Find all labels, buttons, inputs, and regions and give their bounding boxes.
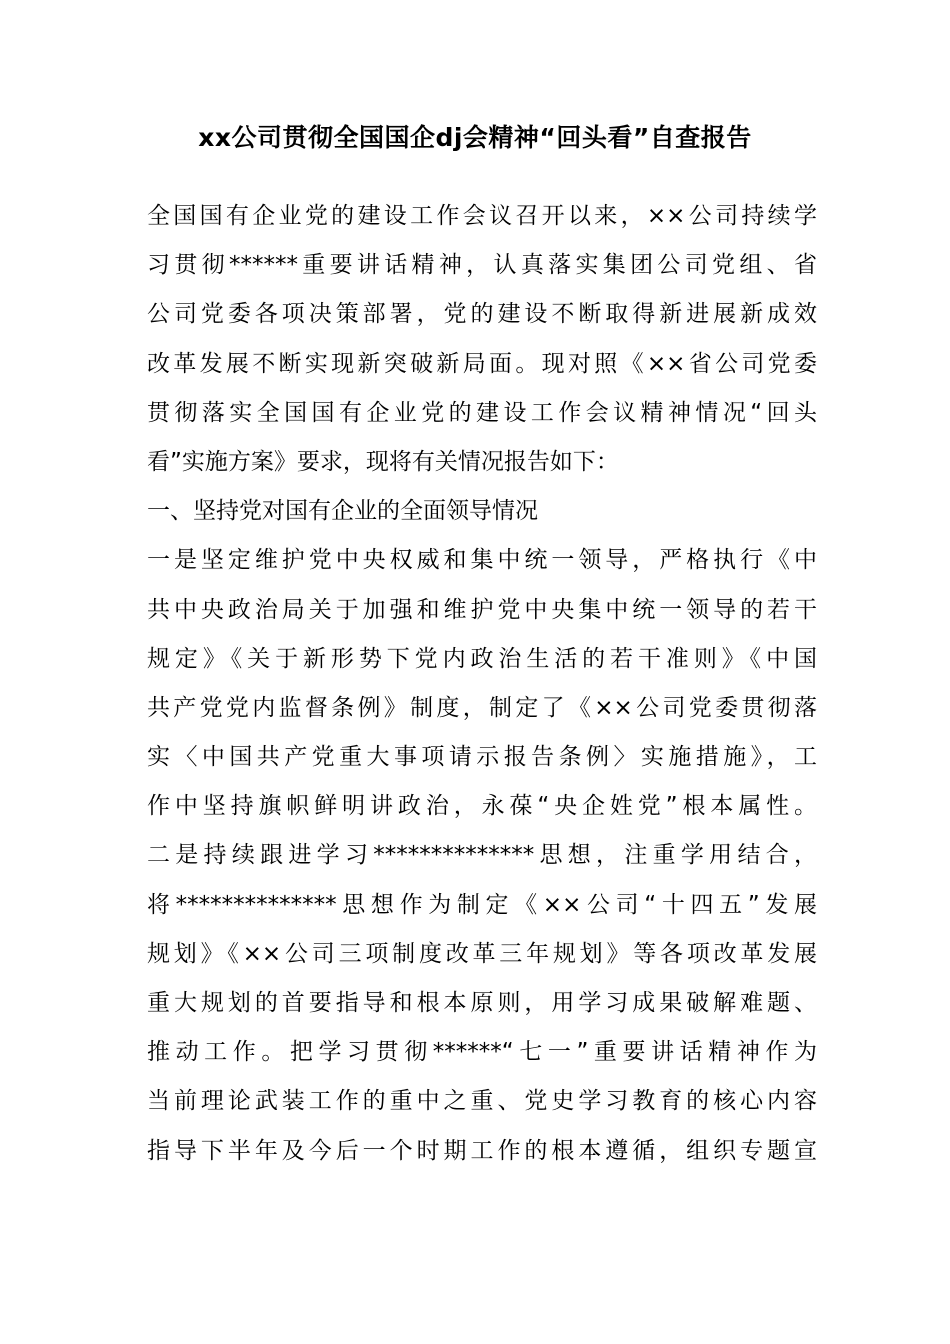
body-line: 当前理论武装工作的重中之重、党史学习教育的核心内容: [147, 1088, 817, 1115]
body-line: 推动工作。把学习贯彻******“七一”重要讲话精神作为: [147, 1039, 817, 1066]
body-line: 作中坚持旗帜鲜明讲政治，永葆“央企姓党”根本属性。: [147, 793, 817, 820]
body-line: 共产党党内监督条例》制度，制定了《××公司党委贯彻落: [147, 694, 817, 721]
section-heading: 一、坚持党对国有企业的全面领导情况: [147, 498, 538, 525]
document-title: xx公司贯彻全国国企dj会精神“回头看”自查报告: [198, 123, 752, 152]
body-line: 重大规划的首要指导和根本原则，用学习成果破解难题、: [147, 990, 817, 1016]
body-line: 贯彻落实全国国有企业党的建设工作会议精神情况“回头: [147, 399, 817, 426]
body-line: 公司党委各项决策部署，党的建设不断取得新进展新成效: [147, 301, 817, 328]
document-body: [147, 192, 817, 1176]
body-line: 实〈中国共产党重大事项请示报告条例〉实施措施》，工: [147, 744, 817, 771]
body-line: 全国国有企业党的建设工作会议召开以来，××公司持续学: [147, 203, 817, 229]
body-line: 共中央政治局关于加强和维护党中央集中统一领导的若干: [147, 596, 817, 623]
body-line: 改革发展不断实现新突破新局面。现对照《××省公司党委: [147, 350, 817, 377]
body-line: 规定》《关于新形势下党内政治生活的若干准则》《中国: [147, 645, 817, 672]
body-line: 看”实施方案》要求，现将有关情况报告如下：: [147, 448, 619, 475]
body-line: 规划》《××公司三项制度改革三年规划》等各项改革发展: [147, 940, 817, 967]
body-line: 二是持续跟进学习**************思想，注重学用结合，: [147, 842, 817, 869]
body-line: 习贯彻******重要讲话精神，认真落实集团公司党组、省: [147, 252, 817, 279]
body-line: 一是坚定维护党中央权威和集中统一领导，严格执行《中: [147, 547, 817, 574]
body-line: 指导下半年及今后一个时期工作的根本遵循，组织专题宣: [147, 1137, 817, 1164]
body-line: 将**************思想作为制定《××公司“十四五”发展: [147, 891, 817, 918]
